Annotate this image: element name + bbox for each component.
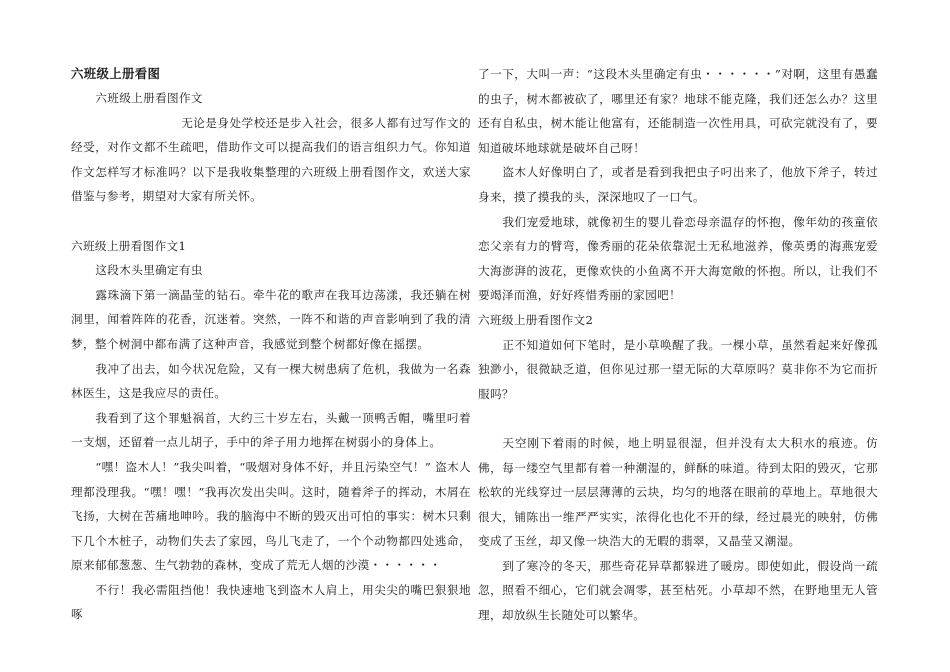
paragraph: 盗木人好像明白了，或者是看到我把虫子叼出来了，他放下斧子，转过身来，摸了摸我的头，深深地叹了一口气。 xyxy=(478,165,878,204)
paragraph: “嘿！盗木人！”我尖叫着，“吸烟对身体不好，并且污染空气！” 盗木人理都没理我。“嘿！嘿！”我再次发出尖叫。这时，随着斧子的挥动，木屑在飞扬，大树在苦痛地呻吟。我的脑海中不断的毁灭出可怕的事实：树木只剩下几个木桩子，动物们失去了家园，鸟儿飞走了，一个个动物都四处逃命，原来郁郁葱葱、生气勃勃的森林，变成了荒无人烟的沙漠・・・・・・ xyxy=(71,459,471,573)
paragraph: 露珠滴下第一滴晶莹的钻石。牵牛花的歌声在我耳边荡漾，我还躺在树洞里，闻着阵阵的花香，沉迷着。突然，一阵不和谐的声音影响到了我的清梦，整个树洞中都布满了这种声音，我感觉到整个树都好像在摇摆。 xyxy=(71,287,471,351)
paragraph: 我们宠爱地球，就像初生的婴儿眷恋母亲温存的怀抱，像年幼的孩童依恋父亲有力的臂弯，像秀丽的花朵依靠泥土无私地滋养，像英勇的海燕宠爱大海澎湃的波花，更像欢快的小鱼离不开大海宽敞的怀抱。所以，让我们不要竭泽而渔，好好疼惜秀丽的家园吧！ xyxy=(478,214,878,303)
paragraph: 到了寒冷的冬天，那些奇花异草都躲进了暖房。即使如此，假设尚一疏忽，照看不细心，它们就会凋零，甚至枯死。小草却不然，在野地里无人管理，却放纵生长随处可以繁华。 xyxy=(478,558,878,623)
section-heading: 六班级上册看图作文1 xyxy=(71,238,187,253)
paragraph: 这段木头里确定有虫 xyxy=(95,263,203,278)
left-column xyxy=(71,62,471,627)
section-heading: 六班级上册看图作文2 xyxy=(478,312,594,327)
blank-line xyxy=(478,406,878,431)
paragraph: 了一下，大叫一声：“这段木头里确定有虫・・・・・・”对啊，这里有愚蠢的虫子，树木都被砍了，哪里还有家？地球不能克隆，我们还怎么办？这里还有自私虫，树木能让他富有，还能制造一次性用具，可砍完就没有了，要知道破坏地球就是破坏自己呀！ xyxy=(478,67,878,155)
paragraph: 我冲了出去，如今状况危险，又有一棵大树患病了危机，我做为一名森林医生，这是我应尽的责任。 xyxy=(71,361,471,401)
paragraph: 正不知道如何下笔时，是小草唤醒了我。一棵小草，虽然看起来好像孤独渺小，很微缺乏道，但你见过那一望无际的大草原吗？莫非你不为它而折服吗？ xyxy=(478,337,878,401)
left-column-body xyxy=(71,86,471,627)
paragraph: 不行！我必需阻挡他！我快速地飞到盗木人肩上，用尖尖的嘴巴狠狠地啄 xyxy=(71,582,471,622)
paragraph: 天空刚下着雨的时候，地上明显很湿，但并没有太大积水的痕迹。仿佛，每一缕空气里都有着一种潮湿的，鲜酥的味道。待到太阳的毁灭，它那松软的光线穿过一层层薄薄的云块，均匀的地落在眼前的草地上。草地很大很大，铺陈出一维严严实实，浓得化也化不开的绿，经过晨光的映射，仿佛变成了玉丝，却又像一块浩大的无暇的翡翠，又晶莹又潮湿。 xyxy=(478,435,878,549)
document-title: 六班级上册看图 xyxy=(71,66,161,81)
paragraph: 六班级上册看图作文 xyxy=(95,91,203,105)
paragraph: 我看到了这个罪魁祸首，大约三十岁左右，头戴一顶鸭舌帽，嘴里叼着一支烟，还留着一点儿胡子，手中的斧子用力地挥在树弱小的身体上。 xyxy=(71,410,471,450)
right-column xyxy=(478,62,878,628)
paragraph: 无论是身处学校还是步入社会，很多人都有过写作文的经受，对作文都不生疏吧，借助作文可以提高我们的语言组织力气。你知道作文怎样写才标准吗？以下是我收集整理的六班级上册看图作文，欢送大家借鉴与参考，期望对大家有所关怀。 xyxy=(71,115,471,204)
right-column-body xyxy=(478,62,878,628)
blank-line xyxy=(71,209,471,234)
